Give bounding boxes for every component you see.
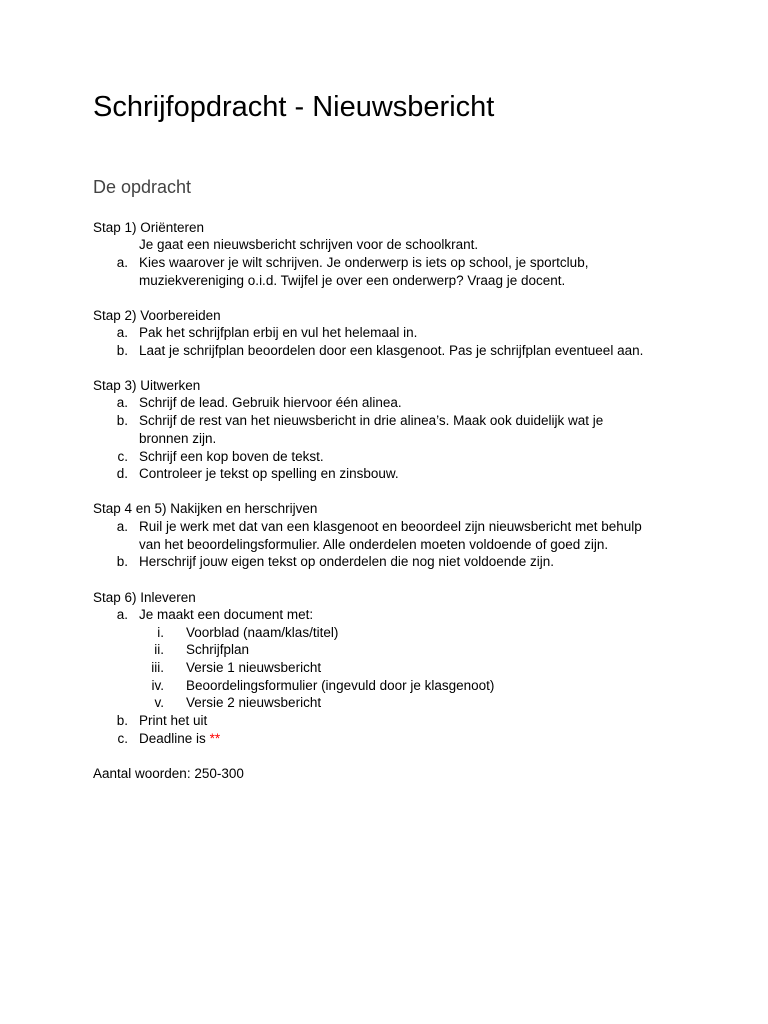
sub-list-item (0, 624, 768, 642)
deadline-line (139, 730, 220, 748)
word-count: Aantal woorden: 250-300 (93, 766, 244, 781)
list-item-text: Pak het schrijfplan erbij en vul het helemaal in. (139, 325, 418, 340)
list-marker: iv. (151, 678, 164, 693)
section-heading: De opdracht (93, 177, 192, 197)
list-marker: d. (116, 466, 128, 481)
step6-heading: Stap 6) Inleveren (93, 590, 196, 605)
step1-heading: Stap 1) Oriënteren (93, 220, 205, 235)
list-item (0, 394, 768, 412)
document-title: Schrijfopdracht - Nieuwsbericht (93, 91, 495, 123)
sub-list-item (0, 659, 768, 677)
list-item (0, 553, 768, 571)
list-item-continuation: bronnen zijn. (139, 431, 217, 446)
list-item (0, 324, 768, 342)
list-marker: ii. (154, 642, 164, 657)
list-marker: b. (116, 413, 128, 428)
sub-list-item (0, 694, 768, 712)
list-item-text: Ruil je werk met dat van een klasgenoot en beoordeel zijn nieuwsbericht met behulp (139, 519, 642, 534)
list-item-text: Versie 1 nieuwsbericht (186, 660, 322, 675)
list-item-text: Voorblad (naam/klas/titel) (186, 625, 339, 640)
list-item (0, 518, 768, 536)
sub-list-item (0, 677, 768, 695)
list-item (0, 254, 768, 272)
list-item-text: Print het uit (139, 713, 208, 728)
sub-list-item (0, 641, 768, 659)
list-marker: a. (116, 395, 128, 410)
list-item-continuation: muziekvereniging o.i.d. Twijfel je over een onderwerp? Vraag je docent. (139, 273, 566, 288)
list-item-text: Versie 2 nieuwsbericht (186, 695, 322, 710)
list-item-text: Schrijfplan (186, 642, 250, 657)
list-marker: c. (117, 731, 128, 746)
list-item-text: Laat je schrijfplan beoordelen door een klasgenoot. Pas je schrijfplan eventueel aan. (139, 343, 644, 358)
list-item-text: Kies waarover je wilt schrijven. Je onderwerp is iets op school, je sportclub, (139, 255, 589, 270)
list-item-continuation: van het beoordelingsformulier. Alle onderdelen moeten voldoende of goed zijn. (139, 537, 609, 552)
list-item (0, 730, 768, 748)
list-marker: a. (116, 519, 128, 534)
list-item (0, 606, 768, 624)
list-marker: b. (116, 343, 128, 358)
list-marker: a. (116, 255, 128, 270)
list-item (0, 465, 768, 483)
list-item-text: Herschrijf jouw eigen tekst op onderdelen die nog niet voldoende zijn. (139, 554, 555, 569)
list-marker: a. (116, 325, 128, 340)
list-item-text: Controleer je tekst op spelling en zinsbouw. (139, 466, 399, 481)
step4-heading: Stap 4 en 5) Nakijken en herschrijven (93, 501, 318, 516)
list-item (0, 448, 768, 466)
step2-heading: Stap 2) Voorbereiden (93, 308, 221, 323)
list-item-text: Je maakt een document met: (139, 607, 314, 622)
list-marker: b. (116, 554, 128, 569)
list-marker: iii. (151, 660, 164, 675)
list-item-text: Schrijf de rest van het nieuwsbericht in drie alinea’s. Maak ook duidelijk wat je (139, 413, 604, 428)
step3-heading: Stap 3) Uitwerken (93, 378, 201, 393)
list-item (0, 712, 768, 730)
list-marker: b. (116, 713, 128, 728)
list-item-text: Deadline is (139, 731, 206, 746)
deadline-placeholder-mark: ** (209, 731, 221, 746)
list-item-text: Schrijf een kop boven de tekst. (139, 449, 324, 464)
list-item-text: Schrijf de lead. Gebruik hiervoor één alinea. (139, 395, 402, 410)
list-marker: c. (117, 449, 128, 464)
list-item-text: Beoordelingsformulier (ingevuld door je klasgenoot) (186, 678, 495, 693)
list-marker: a. (116, 607, 128, 622)
list-item (0, 412, 768, 430)
list-marker: i. (157, 625, 164, 640)
list-item (0, 342, 768, 360)
step1-intro: Je gaat een nieuwsbericht schrijven voor de schoolkrant. (139, 237, 479, 252)
list-marker: v. (154, 695, 164, 710)
